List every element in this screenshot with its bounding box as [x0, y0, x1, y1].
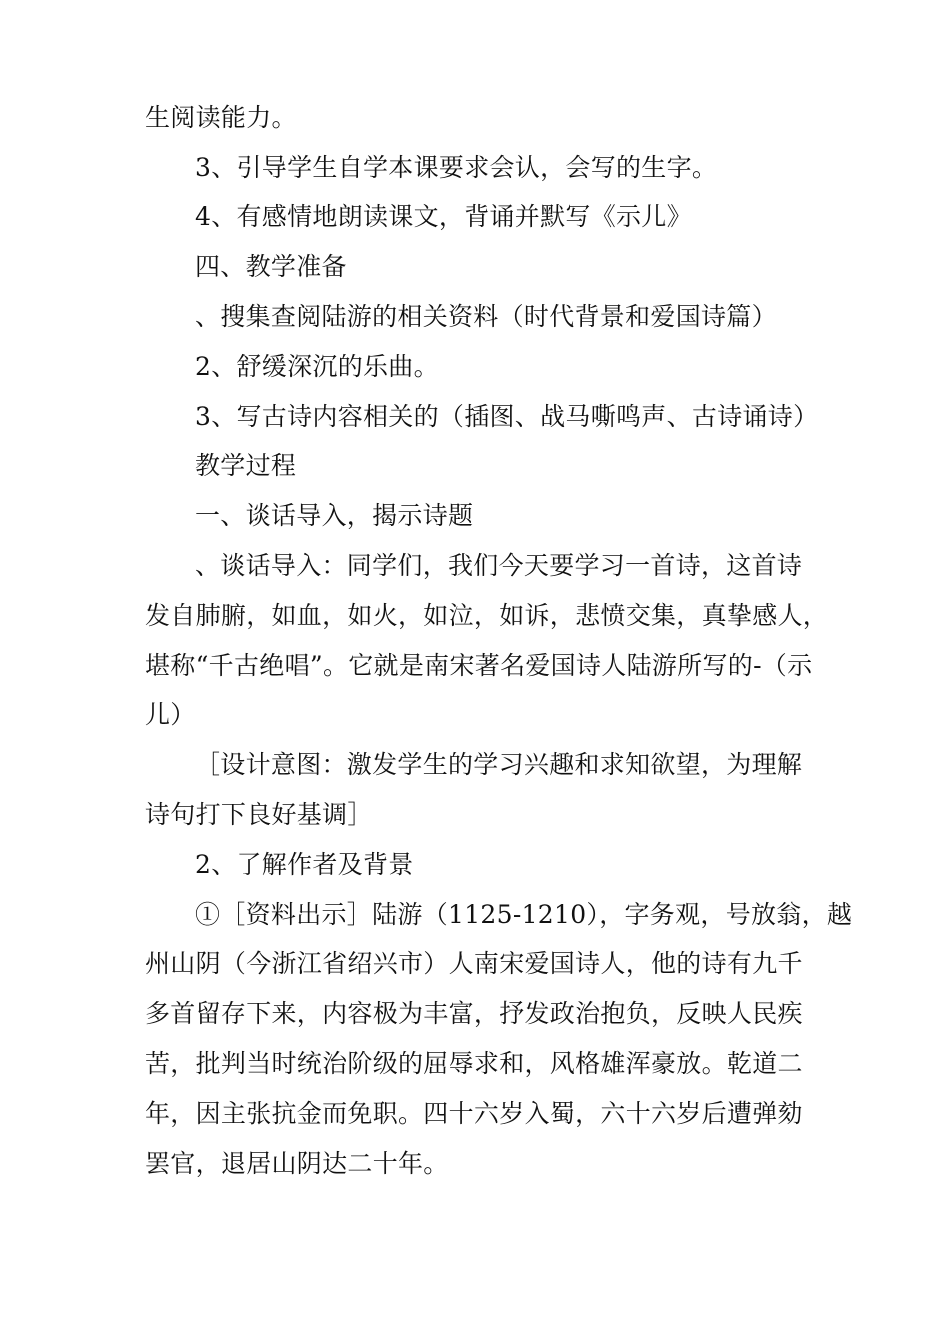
text-line: ［设计意图：激发学生的学习兴趣和求知欲望，为理解	[195, 750, 803, 779]
text-line: 、谈话导入：同学们，我们今天要学习一首诗，这首诗	[195, 551, 803, 580]
text-line: 4、有感情地朗读课文，背诵并默写《示儿》	[195, 202, 692, 231]
text-line: 儿）	[145, 700, 196, 729]
text-line: 罢官，退居山阴达二十年。	[145, 1149, 449, 1178]
text-line: 2、舒缓深沉的乐曲。	[195, 352, 439, 381]
section-heading: 一、谈话导入，揭示诗题	[195, 501, 474, 530]
text-line: 年，因主张抗金而免职。四十六岁入蜀，六十六岁后遭弹劾	[145, 1099, 803, 1128]
section-heading: 四、教学准备	[195, 252, 347, 281]
text-line: 3、引导学生自学本课要求会认，会写的生字。	[195, 153, 718, 182]
text-line: 3、写古诗内容相关的（插图、战马嘶鸣声、古诗诵诗）	[195, 402, 819, 431]
text-line: 诗句打下良好基调］	[145, 800, 373, 829]
text-line: 、搜集查阅陆游的相关资料（时代背景和爱国诗篇）	[195, 302, 777, 331]
text-line: 州山阴（今浙江省绍兴市）人南宋爱国诗人，他的诗有九千	[145, 949, 803, 978]
text-line: 苦，批判当时统治阶级的屈辱求和，风格雄浑豪放。乾道二	[145, 1049, 803, 1078]
section-heading: 2、了解作者及背景	[195, 850, 414, 879]
text-line: ①［资料出示］陆游（1125-1210），字务观，号放翁，越	[195, 900, 853, 929]
text-line: 生阅读能力。	[145, 103, 297, 132]
text-line: 堪称“千古绝唱”。它就是南宋著名爱国诗人陆游所写的-（示	[145, 651, 813, 680]
text-line: 多首留存下来，内容极为丰富，抒发政治抱负，反映人民疾	[145, 999, 803, 1028]
text-line: 发自肺腑，如血，如火，如泣，如诉，悲愤交集，真挚感人，	[145, 601, 829, 630]
section-heading: 教学过程	[195, 451, 297, 480]
